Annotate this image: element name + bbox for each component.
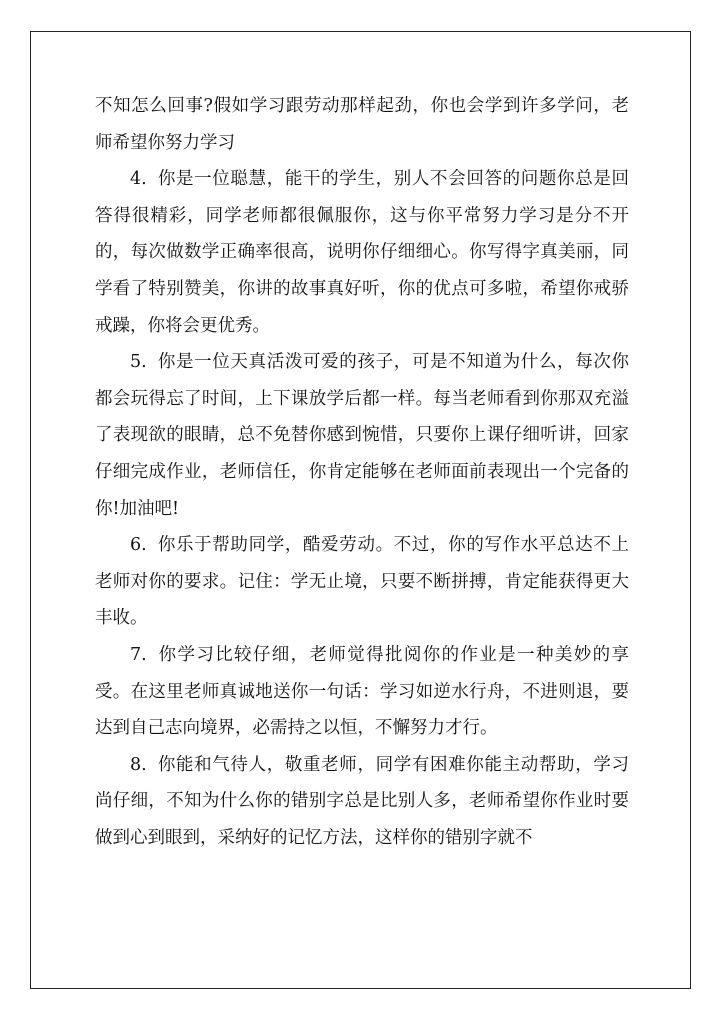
paragraph-number: 7. (130, 644, 147, 665)
paragraph-number: 4. (130, 169, 147, 190)
paragraph-number: 5. (130, 352, 147, 373)
paragraph-number: 6. (130, 535, 147, 556)
paragraph-text: 你学习比较仔细，老师觉得批阅你的作业是一种美妙的享受。在这里老师真诚地送你一句话：学习如逆水行舟，不进则退，要达到自己志向境界，必需持之以恒，不懈努力才行。 (95, 644, 629, 739)
paragraph-continuation (95, 88, 629, 161)
paragraph-8 (95, 747, 629, 857)
paragraph-5 (95, 344, 629, 527)
paragraph-6 (95, 527, 629, 637)
paragraph-text: 你是一位聪慧，能干的学生，别人不会回答的问题你总是回答得很精彩，同学老师都很佩服你，这与你平常努力学习是分不开的，每次做数学正确率很高，说明你仔细细心。你写得字真美丽，同学看了特别赞美，你讲的故事真好听，你的优点可多啦，希望你戒骄戒躁，你将会更优秀。 (95, 169, 629, 336)
document-body (95, 88, 629, 856)
paragraph-text: 你能和气待人，敬重老师，同学有困难你能主动帮助，学习尚仔细，不知为什么你的错别字总是比别人多，老师希望你作业时要做到心到眼到，采纳好的记忆方法，这样你的错别字就不 (95, 754, 629, 848)
paragraph-4 (95, 161, 629, 344)
paragraph-text: 你是一位天真活泼可爱的孩子，可是不知道为什么，每次你都会玩得忘了时间，上下课放学后都一样。每当老师看到你那双充溢了表现欲的眼睛，总不免替你感到惋惜，只要你上课仔细听讲，回家仔细完成作业，老师信任，你肯定能够在老师面前表现出一个完备的你!加油吧! (95, 352, 629, 519)
paragraph-7 (95, 637, 629, 747)
paragraph-text: 不知怎么回事?假如学习跟劳动那样起劲，你也会学到许多学问，老师希望你努力学习 (95, 96, 629, 153)
paragraph-text: 你乐于帮助同学，酷爱劳动。不过，你的写作水平总达不上老师对你的要求。记住：学无止境，只要不断拼搏，肯定能获得更大丰收。 (95, 535, 629, 629)
paragraph-number: 8. (130, 754, 147, 775)
